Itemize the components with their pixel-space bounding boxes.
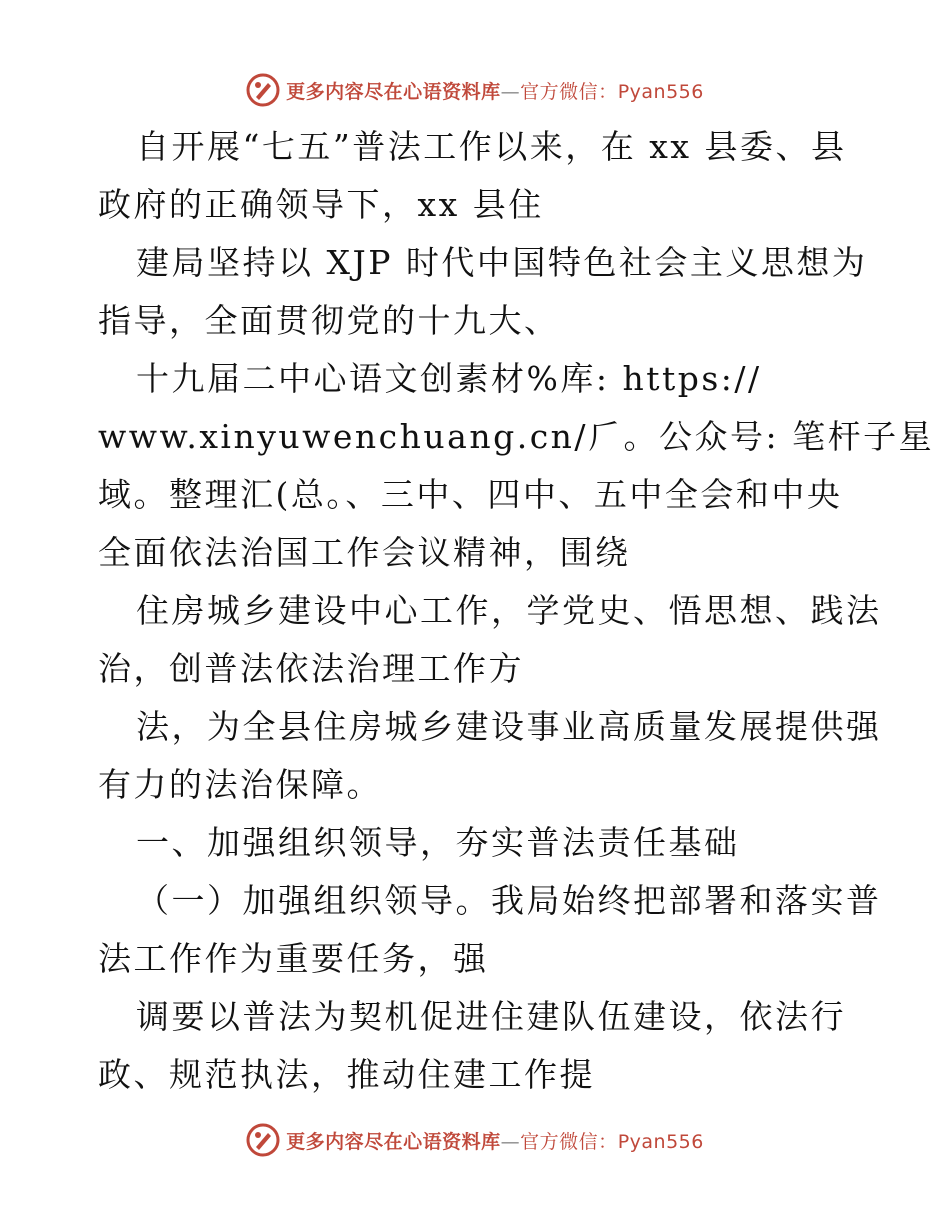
text-line: （一）加强组织领导。我局始终把部署和落实普 [136, 881, 882, 920]
text-line: 指导，全面贯彻党的十九大、 [98, 301, 560, 340]
text-line: 自开展“七五”普法工作以来，在 xx 县委、县 [136, 127, 847, 166]
text-line: 法工作作为重要任务，强 [98, 939, 489, 978]
text-line: 建局坚持以 XJP 时代中国特色社会主义思想为 [136, 243, 868, 282]
text-line: 调要以普法为契机促进住建队伍建设，依法行 [136, 997, 846, 1036]
text-line: 法，为全县住房城乡建设事业高质量发展提供强 [136, 707, 882, 746]
text-line: 住房城乡建设中心工作，学党史、悟思想、践法 [136, 591, 882, 630]
pen-nib-logo-icon [246, 73, 280, 107]
text-line: 政、规范执法，推动住建工作提 [98, 1055, 595, 1094]
text-line: 有力的法治保障。 [98, 765, 382, 804]
banner-brand: 更多内容尽在心语资料库 [286, 1130, 501, 1153]
banner-wechat-label: 官方微信： [520, 1130, 618, 1153]
banner-wechat-label: 官方微信： [520, 80, 618, 103]
banner-separator: — [500, 80, 521, 103]
text-line: 政府的正确领导下，xx 县住 [98, 185, 544, 224]
text-line: 十九届二中心语文创素材%库: https:// [136, 359, 762, 398]
text-line: 全面依法治国工作会议精神，围绕 [98, 533, 631, 572]
text-line: www.xinyuwenchuang.cn/𠂆。公众号: 笔杆子星 [98, 417, 935, 456]
header-banner [0, 68, 950, 112]
footer-banner [0, 1118, 950, 1162]
section-heading: 一、加强组织领导，夯实普法责任基础 [136, 823, 740, 862]
banner-separator: — [500, 1130, 521, 1153]
banner-wechat-id: Pyan556 [617, 80, 704, 103]
banner-text [286, 1127, 704, 1154]
text-line: 治，创普法依法治理工作方 [98, 649, 524, 688]
text-line: 域。整理汇(总。、三中、四中、五中全会和中央 [98, 475, 843, 514]
banner-wechat-id: Pyan556 [617, 1130, 704, 1153]
banner-brand: 更多内容尽在心语资料库 [286, 80, 501, 103]
document-body [98, 118, 935, 1104]
banner-text [286, 77, 704, 104]
pen-nib-logo-icon [246, 1123, 280, 1157]
